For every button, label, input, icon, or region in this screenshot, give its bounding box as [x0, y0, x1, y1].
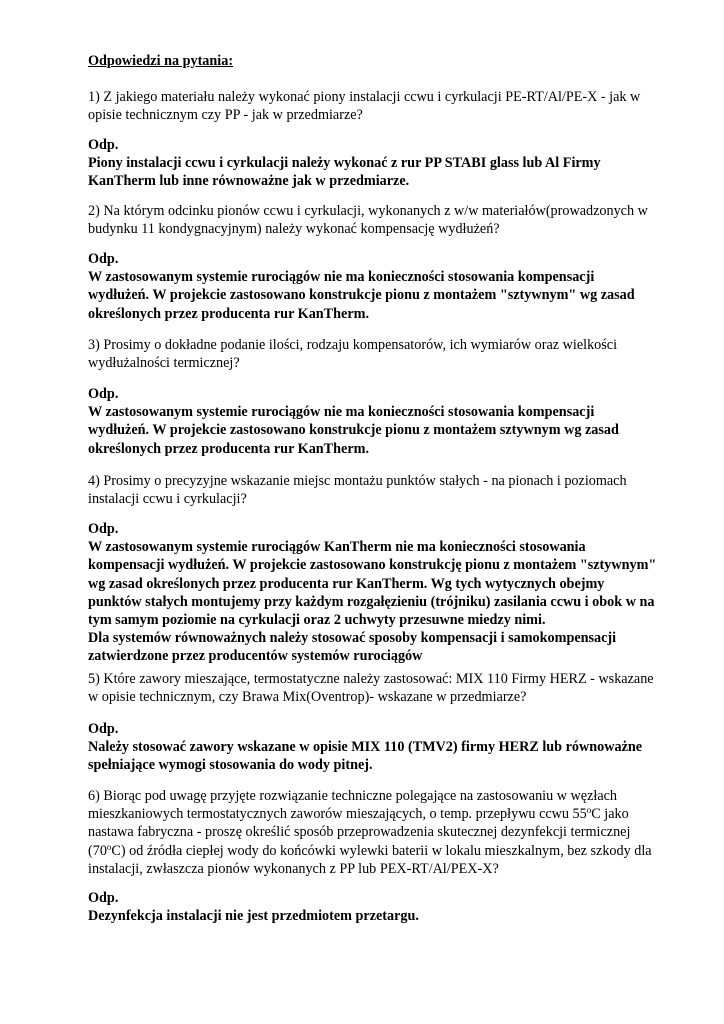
degree-superscript: o — [106, 841, 112, 852]
question-line: 6) Biorąc pod uwagę przyjęte rozwiązanie techniczne polegające na zastosowaniu w węzłach — [88, 788, 618, 804]
answer-line: Należy stosować zawory wskazane w opisie MIX 110 (TMV2) firmy HERZ lub równoważne — [88, 739, 643, 756]
answer-line: określonych przez producenta rur KanTherm. — [88, 440, 369, 457]
answer-line: Piony instalacji ccwu i cyrkulacji należy wykonać z rur PP STABI glass lub Al Firmy — [88, 155, 601, 172]
answer-line: określonych przez producenta rur KanTherm. — [88, 305, 369, 322]
question-line — [88, 805, 678, 823]
answer-4 — [88, 520, 678, 666]
answer-line: tym samym poziomie na cyrkulacji oraz 2 uchwyty przesuwne miedzy nimi. — [88, 612, 546, 629]
question-line: w opisie technicznym, czy Brawa Mix(Oventrop)- wskazane w przedmiarze? — [88, 689, 527, 706]
answer-label: Odp. — [88, 521, 119, 537]
answer-line: W zastosowanym systemie rurociągów KanTherm nie ma konieczności stosowania — [88, 539, 586, 556]
question-line-text: C jako — [591, 806, 629, 823]
page-title: Odpowiedzi na pytania: — [88, 53, 234, 69]
question-6 — [88, 787, 678, 878]
question-line: nastawa fabryczna - proszę określić sposób przeprowadzenia skutecznej dezynfekcji termicznej — [88, 824, 631, 841]
answer-label: Odp. — [88, 386, 119, 402]
answer-line: punktów stałych montujemy przy każdym rozgałęzieniu (trójniku) zasilania ccwu i obok w na — [88, 593, 655, 610]
answer-line: Dezynfekcja instalacji nie jest przedmiotem przetargu. — [88, 908, 419, 925]
answer-label: Odp. — [88, 251, 119, 267]
answer-label: Odp. — [88, 137, 119, 153]
question-line: wydłużalności termicznej? — [88, 355, 240, 372]
answer-label: Odp. — [88, 721, 119, 737]
question-5 — [88, 670, 678, 706]
question-4 — [88, 472, 678, 508]
answer-3 — [88, 385, 678, 458]
answer-line: kompensacji wydłużeń. W projekcie zastosowano konstrukcję pionu z montażem "sztywnym" — [88, 557, 657, 574]
question-line: budynku 11 kondygnacyjnym) należy wykonać kompensację wydłużeń? — [88, 221, 500, 238]
question-line-text: mieszkaniowych termostatycznych zaworów mieszających, o temp. przepływu ccwu 55 — [88, 806, 587, 823]
answer-line: wg zasad określonych przez producenta rur KanTherm. Wg tych wytycznych obejmy — [88, 575, 605, 592]
question-line: 1) Z jakiego materiału należy wykonać piony instalacji ccwu i cyrkulacji PE-RT/Al/PE-X - jak w — [88, 89, 641, 105]
answer-line: zatwierdzone przez producentów systemów rurociągów — [88, 648, 423, 665]
question-line: 2) Na którym odcinku pionów ccwu i cyrkulacji, wykonanych z w/w materiałów(prowadzonych w — [88, 203, 648, 219]
answer-line: spełniające wymogi stosowania do wody pitnej. — [88, 757, 373, 774]
question-2 — [88, 202, 678, 238]
answer-5 — [88, 720, 678, 775]
question-line — [88, 842, 678, 860]
question-line-text: C) od źródła ciepłej wody do końcówki wylewki baterii w lokalu mieszkalnym, bez szkody dla — [111, 842, 652, 859]
answer-line: KanTherm lub inne równoważne jak w przedmiarze. — [88, 173, 410, 190]
answer-line: Dla systemów równoważnych należy stosować sposoby kompensacji i samokompensacji — [88, 630, 617, 647]
question-1 — [88, 88, 678, 124]
degree-superscript: o — [586, 805, 592, 816]
question-line: 3) Prosimy o dokładne podanie ilości, rodzaju kompensatorów, ich wymiarów oraz wielkości — [88, 337, 618, 353]
question-line: 5) Które zawory mieszające, termostatyczne należy zastosować: MIX 110 Firmy HERZ - wskazane — [88, 671, 654, 687]
answer-line: W zastosowanym systemie rurociągów nie ma konieczności stosowania kompensacji — [88, 404, 595, 421]
question-line: instalacji ccwu i cyrkulacji? — [88, 491, 247, 508]
question-line: opisie technicznym czy PP - jak w przedmiarze? — [88, 107, 363, 124]
question-line: 4) Prosimy o precyzyjne wskazanie miejsc montażu punktów stałych - na pionach i poziomach — [88, 473, 627, 489]
answer-line: wydłużeń. W projekcie zastosowano konstrukcje pionu z montażem sztywnym wg zasad — [88, 422, 619, 439]
answer-2 — [88, 250, 678, 323]
question-line-text: (70 — [88, 842, 107, 859]
answer-6 — [88, 889, 678, 925]
question-3 — [88, 336, 678, 372]
answer-1 — [88, 136, 678, 191]
answer-line: W zastosowanym systemie rurociągów nie ma konieczności stosowania kompensacji — [88, 269, 595, 286]
answer-line: wydłużeń. W projekcie zastosowano konstrukcje pionu z montażem "sztywnym" wg zasad — [88, 287, 635, 304]
question-line: instalacji, zwłaszcza pionów wykonanych z PP lub PEX-RT/Al/PEX-X? — [88, 860, 499, 877]
answer-label: Odp. — [88, 890, 119, 906]
